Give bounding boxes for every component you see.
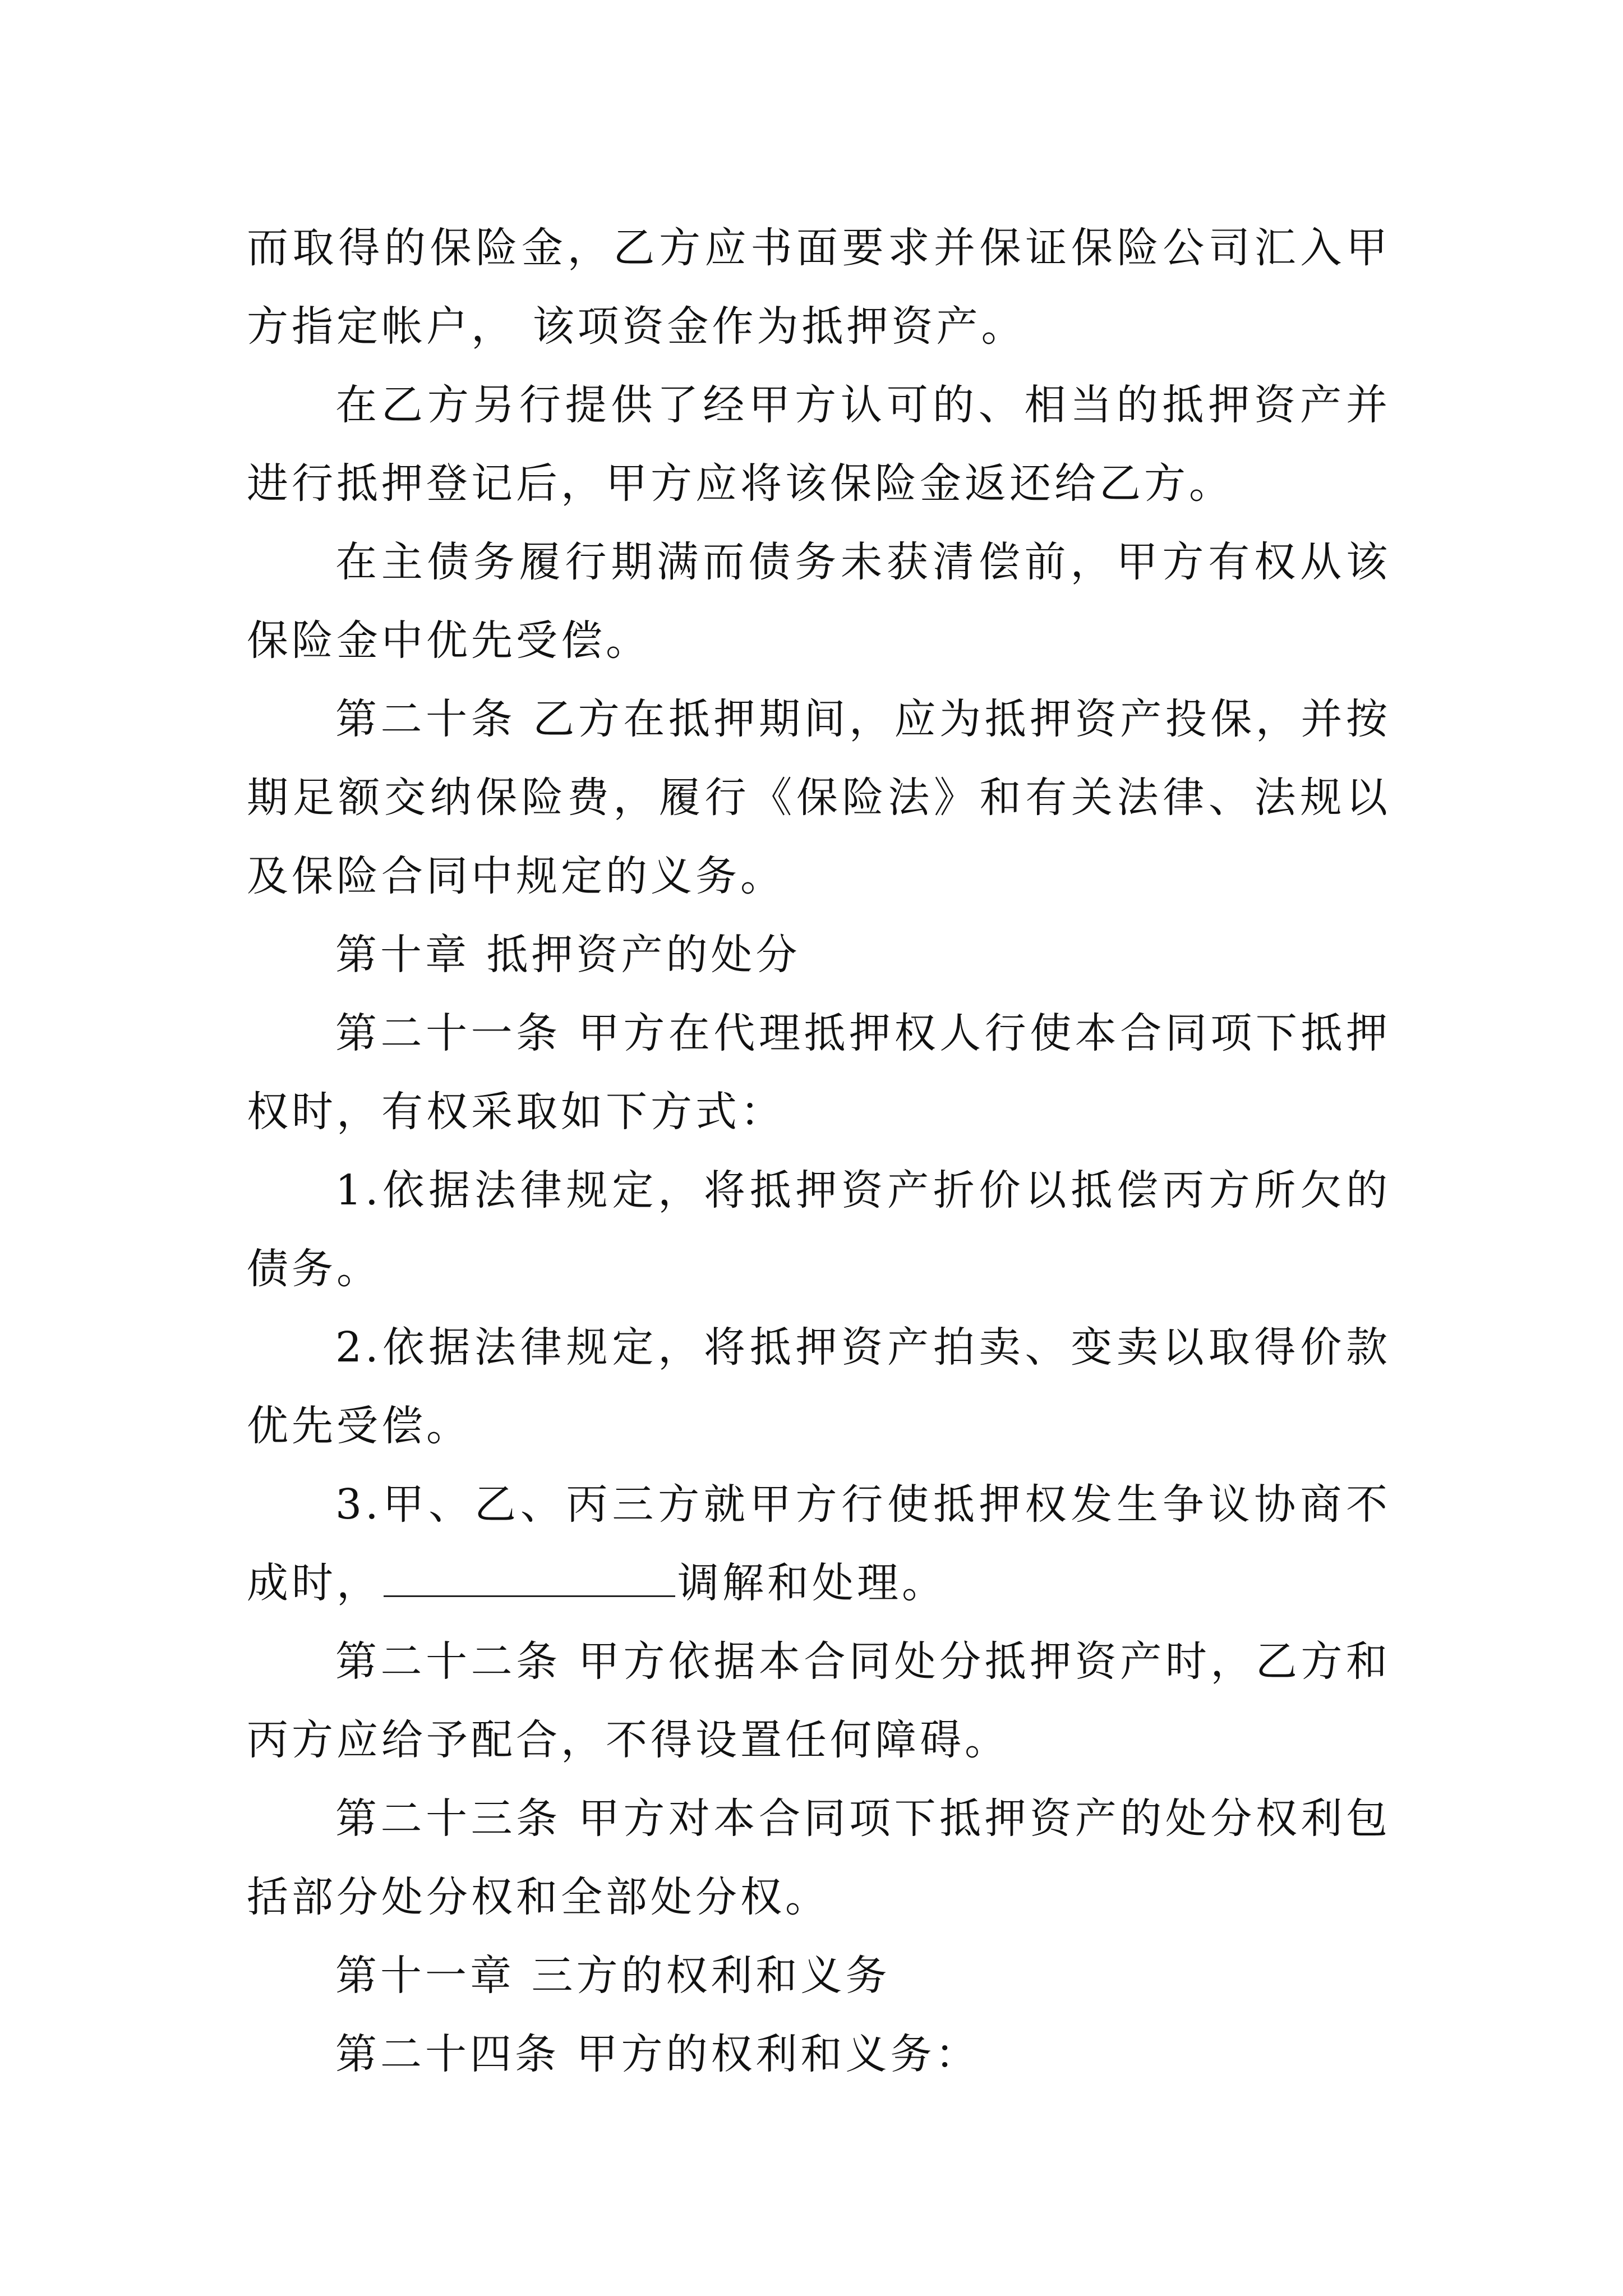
article-21-item-2: 2.依据法律规定，将抵押资产拍卖、变卖以取得价款优先受偿。 [247, 1323, 1391, 1450]
article-21-item-1: 1.依据法律规定，将抵押资产折价以抵偿丙方所欠的债务。 [247, 1166, 1391, 1293]
paragraph-return-insurance: 在乙方另行提供了经甲方认可的、相当的抵押资产并进行抵押登记后，甲方应将该保险金返还给乙方。 [247, 381, 1391, 508]
article-24: 第二十四条 甲方的权利和义务： [335, 2030, 980, 2078]
paragraph-priority-repayment: 在主债务履行期满而债务未获清偿前，甲方有权从该保险金中优先受偿。 [247, 538, 1391, 665]
fill-in-blank [384, 1547, 675, 1597]
article-22: 第二十二条 甲方依据本合同处分抵押资产时，乙方和丙方应给予配合，不得设置任何障碍。 [247, 1637, 1391, 1764]
article-21-item-3 [247, 1465, 1391, 1622]
article-23: 第二十三条 甲方对本合同项下抵押资产的处分权利包括部分处分权和全部处分权。 [247, 1795, 1391, 1921]
paragraph-insurance-proceeds: 而取得的保险金，乙方应书面要求并保证保险公司汇入甲方指定帐户， 该项资金作为抵押资产。 [247, 224, 1391, 351]
chapter-10-heading: 第十章 抵押资产的处分 [335, 931, 801, 979]
document-body [247, 209, 1391, 2093]
item-3-text-before: 3.甲、乙、丙三方就甲方行使抵押权发生争议协商不成时， [247, 1480, 1391, 1607]
chapter-11-heading: 第十一章 三方的权利和义务 [335, 1952, 891, 2000]
article-20: 第二十条 乙方在抵押期间，应为抵押资产投保，并按期足额交纳保险费，履行《保险法》和有关法律、法规以及保险合同中规定的义务。 [247, 695, 1391, 900]
item-3-text-after: 调解和处理。 [677, 1559, 947, 1607]
article-21: 第二十一条 甲方在代理抵押权人行使本合同项下抵押权时，有权采取如下方式： [247, 1009, 1391, 1136]
